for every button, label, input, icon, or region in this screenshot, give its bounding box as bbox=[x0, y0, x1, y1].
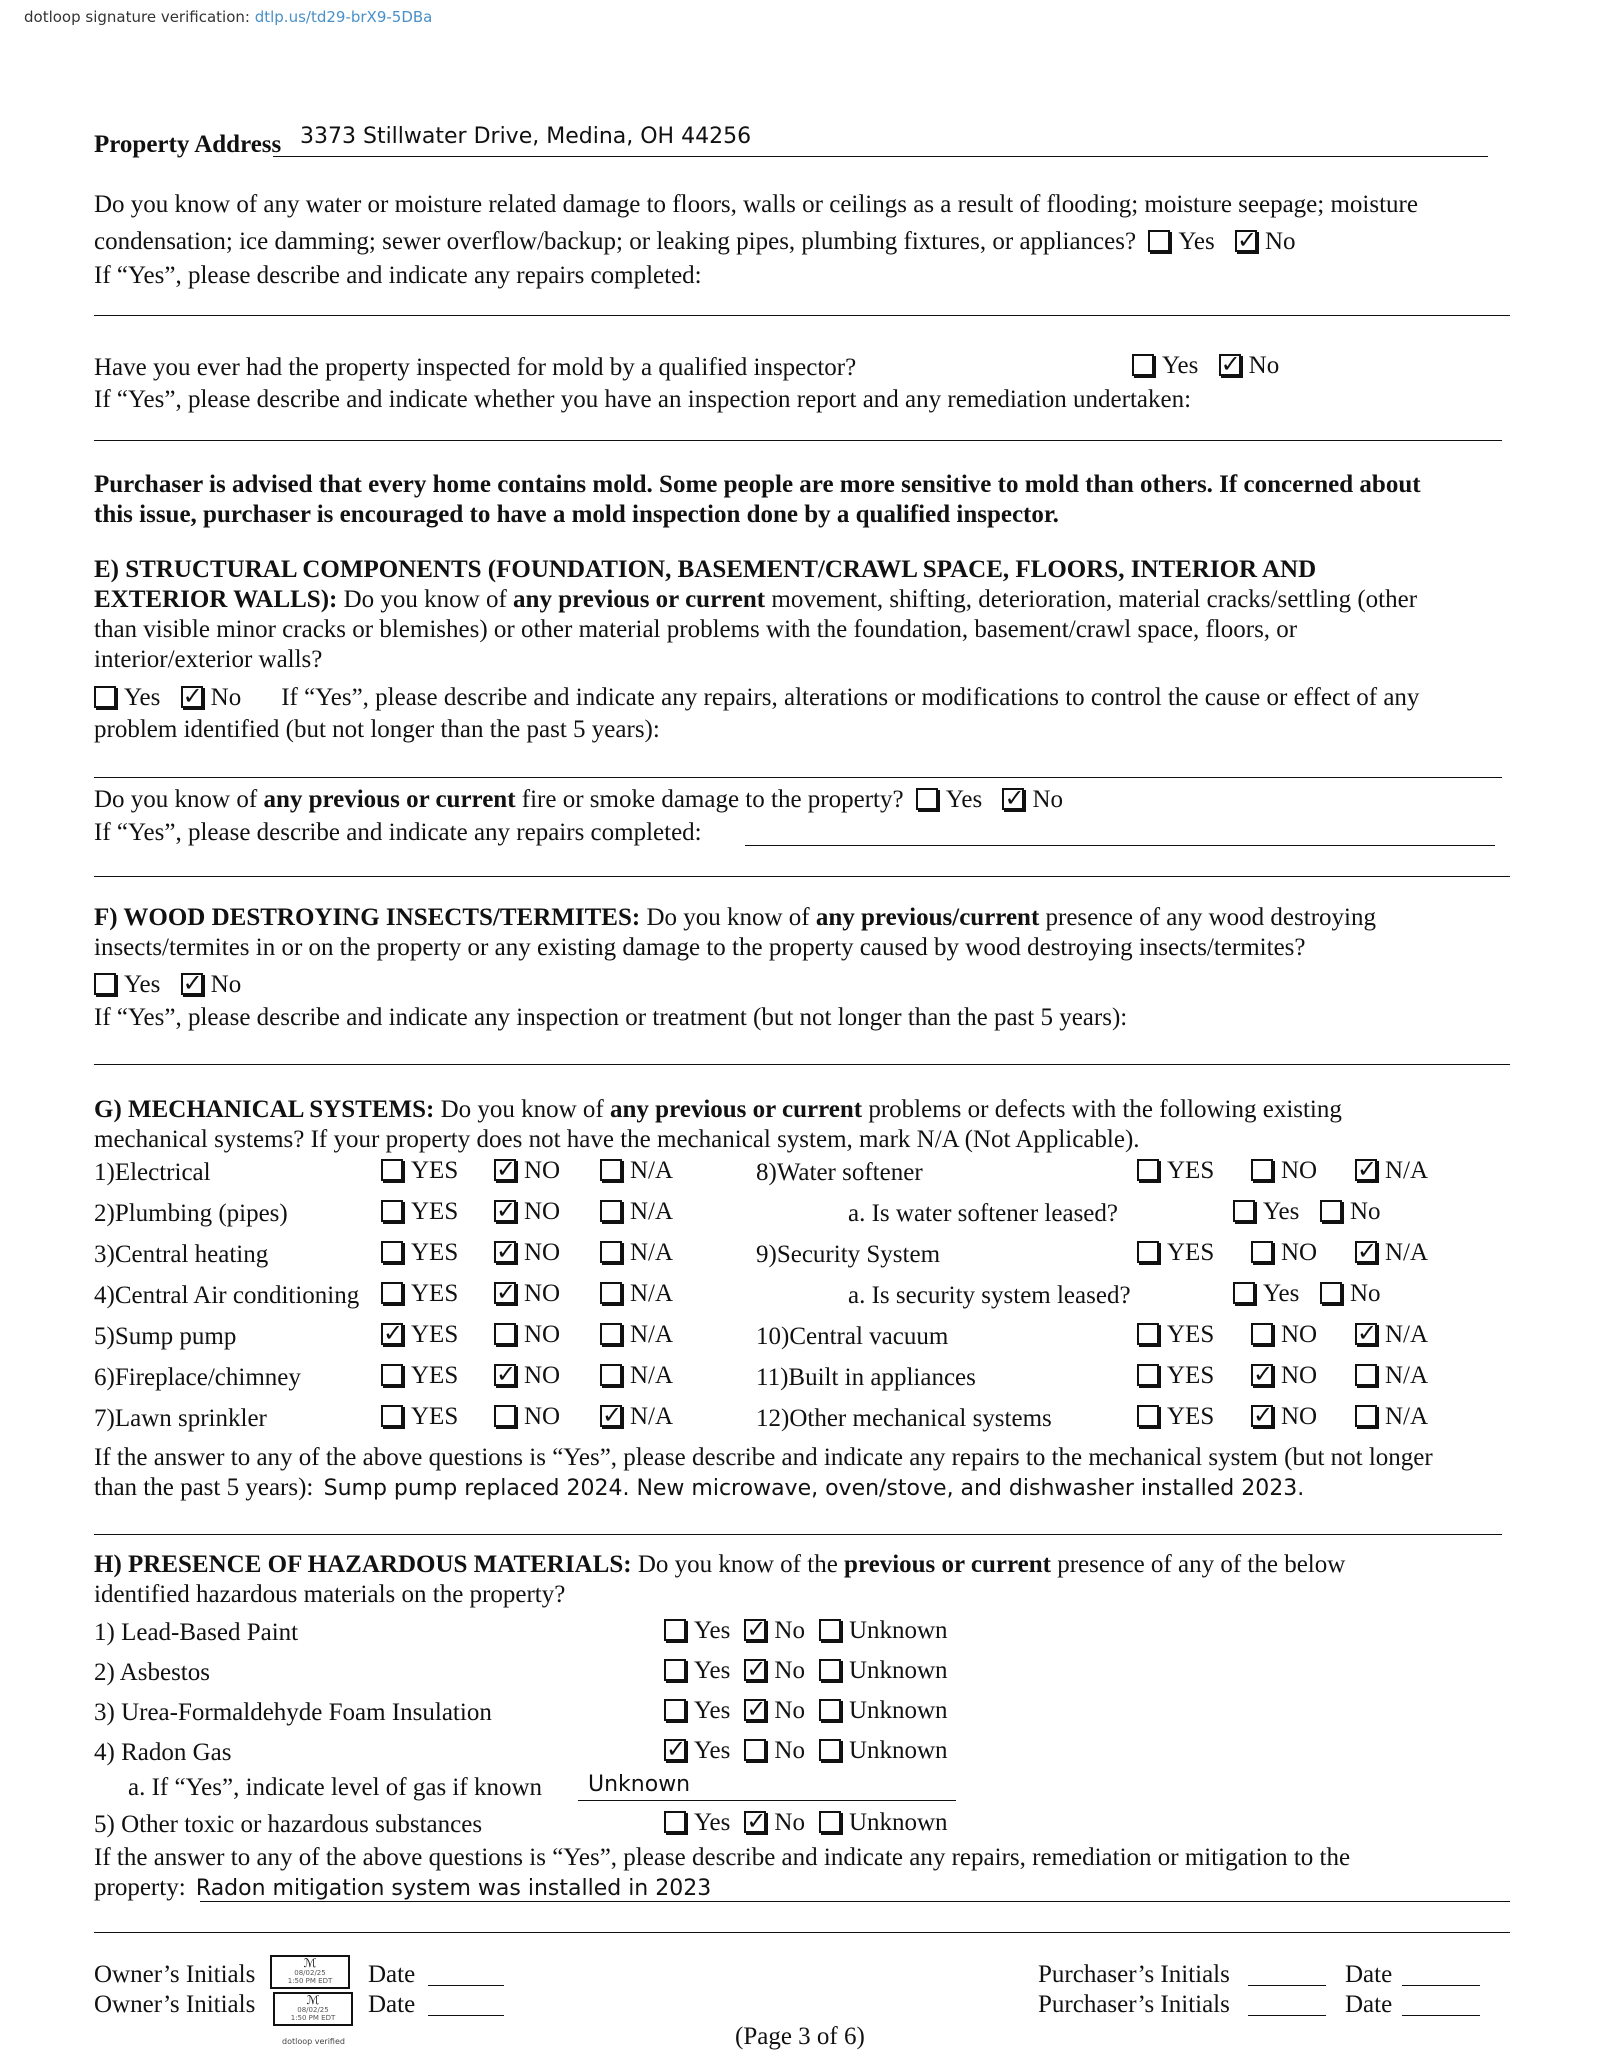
water-yes-checkbox[interactable] bbox=[1148, 230, 1170, 252]
mechanical-option bbox=[600, 1361, 673, 1391]
mechanical-option bbox=[1320, 1197, 1381, 1227]
option-label: NO bbox=[524, 1321, 561, 1348]
water-describe-label: If “Yes”, please describe and indicate any repairs completed: bbox=[94, 262, 702, 289]
1-lead-based-paint-yes-checkbox[interactable] bbox=[664, 1619, 686, 1641]
mechanical-option bbox=[1251, 1361, 1317, 1391]
mechanical-option bbox=[381, 1361, 458, 1391]
owner-date-label-1: Date bbox=[368, 1961, 416, 1988]
mechanical-option bbox=[600, 1197, 673, 1227]
mold-advice-line1: Purchaser is advised that every home contains mold. Some people are more sensitive to mold than others. If concerned about bbox=[94, 471, 1421, 498]
option-label: N/A bbox=[630, 1239, 674, 1266]
mechanical-option bbox=[381, 1197, 458, 1227]
mechanical-describe-line1: If the answer to any of the above questions is “Yes”, please describe and indicate any repairs to the mechanical system (but not longer bbox=[94, 1444, 1433, 1471]
hazard-describe-line2: property: Radon mitigation system was installed in 2023 bbox=[94, 1874, 712, 1901]
mechanical-item-label: a. Is security system leased? bbox=[848, 1282, 1131, 1309]
option-label: YES bbox=[1167, 1403, 1215, 1430]
mechanical-option bbox=[1251, 1320, 1317, 1350]
mold-no-checkbox[interactable] bbox=[1219, 354, 1241, 376]
option-label: YES bbox=[411, 1321, 459, 1348]
mold-describe-label: If “Yes”, please describe and indicate whether you have an inspection report and any remediation undertaken: bbox=[94, 386, 1192, 413]
mechanical-item-label: 4)Central Air conditioning bbox=[94, 1282, 360, 1309]
1-lead-based-paint-no-checkbox[interactable] bbox=[744, 1619, 766, 1641]
10-central-vacuum-yes-checkbox[interactable] bbox=[1137, 1323, 1159, 1345]
option-label: N/A bbox=[630, 1403, 674, 1430]
option-label: YES bbox=[1167, 1239, 1215, 1266]
purchaser-initials-label-2: Purchaser’s Initials bbox=[1038, 1991, 1230, 2018]
structural-yes-checkbox[interactable] bbox=[94, 686, 116, 708]
option-label: NO bbox=[1281, 1157, 1318, 1184]
structural-heading: E) STRUCTURAL COMPONENTS (FOUNDATION, BASEMENT/CRAWL SPACE, FLOORS, INTERIOR AND bbox=[94, 556, 1317, 583]
option-label: Unknown bbox=[848, 1737, 948, 1764]
7-lawn-sprinkler-yes-checkbox[interactable] bbox=[381, 1405, 403, 1427]
9-security-system-no-checkbox[interactable] bbox=[1251, 1241, 1273, 1263]
a-is-security-system-leased-yes-checkbox[interactable] bbox=[1233, 1282, 1255, 1304]
3-central-heating-n-a-checkbox[interactable] bbox=[600, 1241, 622, 1263]
option-label: N/A bbox=[630, 1198, 674, 1225]
6-fireplace-chimney-no-checkbox[interactable] bbox=[494, 1364, 516, 1386]
1-electrical-yes-checkbox[interactable] bbox=[381, 1159, 403, 1181]
mechanical-option bbox=[494, 1402, 560, 1432]
mechanical-option bbox=[1137, 1156, 1214, 1186]
option-label: NO bbox=[1281, 1239, 1318, 1266]
owner-initials-stamp-2[interactable]: ℳ 08/02/25 1:50 PM EDT bbox=[273, 1992, 353, 2026]
option-label: N/A bbox=[1385, 1403, 1429, 1430]
owner-initials-stamp-1[interactable]: ℳ 08/02/25 1:50 PM EDT bbox=[270, 1955, 350, 1989]
mechanical-item-label: 7)Lawn sprinkler bbox=[94, 1405, 267, 1432]
3-urea-formaldehyde-foam-insulation-no-checkbox[interactable] bbox=[744, 1699, 766, 1721]
owner-date-label-2: Date bbox=[368, 1991, 416, 2018]
mechanical-item-label: 9)Security System bbox=[756, 1241, 941, 1268]
mechanical-option bbox=[1355, 1238, 1428, 1268]
option-label: Unknown bbox=[848, 1697, 948, 1724]
12-other-mechanical-systems-no-checkbox[interactable] bbox=[1251, 1405, 1273, 1427]
mold-options: Yes ✓ No bbox=[1132, 351, 1279, 381]
option-label: No bbox=[774, 1657, 805, 1684]
radon-level-value: Unknown bbox=[588, 1772, 691, 1797]
a-is-water-softener-leased-no-checkbox[interactable] bbox=[1320, 1200, 1342, 1222]
mechanical-option bbox=[1251, 1402, 1317, 1432]
2-asbestos-unknown-checkbox[interactable] bbox=[819, 1659, 841, 1681]
option-label: No bbox=[774, 1809, 805, 1836]
10-central-vacuum-no-checkbox[interactable] bbox=[1251, 1323, 1273, 1345]
option-label: Yes bbox=[694, 1809, 731, 1836]
fire-describe-label: If “Yes”, please describe and indicate any repairs completed: bbox=[94, 819, 702, 846]
stamp-verified-text: dotloop verified bbox=[282, 2037, 345, 2046]
7-lawn-sprinkler-n-a-checkbox[interactable] bbox=[600, 1405, 622, 1427]
insects-options: Yes ✓ No bbox=[94, 970, 241, 1000]
option-label: YES bbox=[411, 1280, 459, 1307]
option-label: YES bbox=[1167, 1362, 1215, 1389]
5-other-toxic-or-hazardous-substances-yes-checkbox[interactable] bbox=[664, 1811, 686, 1833]
option-label: NO bbox=[1281, 1362, 1318, 1389]
mechanical-item-label: 6)Fireplace/chimney bbox=[94, 1364, 301, 1391]
option-label: N/A bbox=[630, 1321, 674, 1348]
option-label: N/A bbox=[630, 1157, 674, 1184]
option-label: No bbox=[1350, 1280, 1381, 1307]
mechanical-question-line2: mechanical systems? If your property does not have the mechanical system, mark N/A (Not Applicable). bbox=[94, 1126, 1140, 1153]
4-radon-gas-unknown-checkbox[interactable] bbox=[819, 1739, 841, 1761]
structural-question-line2: than visible minor cracks or blemishes) or other material problems with the foundation, basement/crawl space, floors, or bbox=[94, 616, 1298, 643]
11-built-in-appliances-yes-checkbox[interactable] bbox=[1137, 1364, 1159, 1386]
hazard-question-line2: identified hazardous materials on the property? bbox=[94, 1581, 566, 1608]
mechanical-option bbox=[1233, 1279, 1299, 1309]
option-label: YES bbox=[1167, 1157, 1215, 1184]
mechanical-item-label: 2)Plumbing (pipes) bbox=[94, 1200, 288, 1227]
mechanical-answer: Sump pump replaced 2024. New microwave, oven/stove, and dishwasher installed 2023. bbox=[323, 1476, 1305, 1501]
option-label: Unknown bbox=[848, 1657, 948, 1684]
hazard-options bbox=[664, 1656, 948, 1686]
option-label: Yes bbox=[1263, 1280, 1300, 1307]
6-fireplace-chimney-n-a-checkbox[interactable] bbox=[600, 1364, 622, 1386]
option-label: NO bbox=[524, 1403, 561, 1430]
option-label: No bbox=[774, 1617, 805, 1644]
option-label: NO bbox=[1281, 1403, 1318, 1430]
mechanical-item-label: 8)Water softener bbox=[756, 1159, 923, 1186]
4-central-air-conditioning-n-a-checkbox[interactable] bbox=[600, 1282, 622, 1304]
3-central-heating-yes-checkbox[interactable] bbox=[381, 1241, 403, 1263]
option-label: N/A bbox=[1385, 1362, 1429, 1389]
11-built-in-appliances-n-a-checkbox[interactable] bbox=[1355, 1364, 1377, 1386]
option-label: Unknown bbox=[848, 1809, 948, 1836]
mechanical-option bbox=[381, 1402, 458, 1432]
mechanical-option bbox=[1137, 1361, 1214, 1391]
option-label: Yes bbox=[694, 1697, 731, 1724]
option-label: NO bbox=[524, 1198, 561, 1225]
hazard-item-label: 3) Urea-Formaldehyde Foam Insulation bbox=[94, 1699, 492, 1726]
mechanical-item-label: 10)Central vacuum bbox=[756, 1323, 949, 1350]
mechanical-option bbox=[1137, 1402, 1214, 1432]
owner-initials-label-1: Owner’s Initials bbox=[94, 1961, 256, 1988]
3-central-heating-no-checkbox[interactable] bbox=[494, 1241, 516, 1263]
option-label: Yes bbox=[1263, 1198, 1300, 1225]
mechanical-option bbox=[494, 1361, 560, 1391]
mold-yes-checkbox[interactable] bbox=[1132, 354, 1154, 376]
mechanical-option bbox=[381, 1238, 458, 1268]
12-other-mechanical-systems-yes-checkbox[interactable] bbox=[1137, 1405, 1159, 1427]
mechanical-option bbox=[1355, 1320, 1428, 1350]
option-label: YES bbox=[411, 1403, 459, 1430]
a-is-security-system-leased-no-checkbox[interactable] bbox=[1320, 1282, 1342, 1304]
mechanical-option bbox=[600, 1238, 673, 1268]
hazard-options bbox=[664, 1616, 948, 1646]
mechanical-option bbox=[1355, 1402, 1428, 1432]
6-fireplace-chimney-yes-checkbox[interactable] bbox=[381, 1364, 403, 1386]
mechanical-option bbox=[600, 1402, 673, 1432]
fire-no-checkbox[interactable] bbox=[1002, 788, 1024, 810]
verification-link[interactable]: dtlp.us/td29-brX9-5DBa bbox=[254, 8, 433, 26]
option-label: N/A bbox=[1385, 1239, 1429, 1266]
mechanical-option bbox=[1355, 1156, 1428, 1186]
mechanical-option bbox=[600, 1279, 673, 1309]
2-plumbing-pipes-yes-checkbox[interactable] bbox=[381, 1200, 403, 1222]
mechanical-option bbox=[1251, 1156, 1317, 1186]
hazard-item-label: 2) Asbestos bbox=[94, 1659, 210, 1686]
water-question: condensation; ice damming; sewer overflow/backup; or leaking pipes, plumbing fixtures, or appliances? Yes ✓ No bbox=[94, 227, 1296, 257]
5-other-toxic-or-hazardous-substances-unknown-checkbox[interactable] bbox=[819, 1811, 841, 1833]
insects-question-line2: insects/termites in or on the property or any existing damage to the property caused by wood destroying insects/termites? bbox=[94, 934, 1306, 961]
fire-question: Do you know of any previous or current fire or smoke damage to the property? Yes ✓ No bbox=[94, 785, 1063, 815]
water-question-line1: Do you know of any water or moisture related damage to floors, walls or ceilings as a result of flooding; moisture seepage; moisture bbox=[94, 191, 1418, 218]
option-label: Yes bbox=[694, 1617, 731, 1644]
mechanical-item-label: a. Is water softener leased? bbox=[848, 1200, 1118, 1227]
property-address-value: 3373 Stillwater Drive, Medina, OH 44256 bbox=[300, 124, 752, 149]
structural-question-line1: EXTERIOR WALLS): Do you know of any previous or current movement, shifting, deterioration, material cracks/settling (other bbox=[94, 586, 1418, 613]
purchaser-date-label-2: Date bbox=[1345, 1991, 1393, 2018]
9-security-system-n-a-checkbox[interactable] bbox=[1355, 1241, 1377, 1263]
fire-yes-checkbox[interactable] bbox=[916, 788, 938, 810]
page-number: (Page 3 of 6) bbox=[735, 2023, 865, 2050]
insects-describe-label: If “Yes”, please describe and indicate any inspection or treatment (but not longer than the past 5 years): bbox=[94, 1004, 1128, 1031]
option-label: NO bbox=[524, 1157, 561, 1184]
hazard-answer: Radon mitigation system was installed in 2023 bbox=[195, 1876, 712, 1901]
mechanical-option bbox=[494, 1197, 560, 1227]
8-water-softener-no-checkbox[interactable] bbox=[1251, 1159, 1273, 1181]
option-label: No bbox=[1350, 1198, 1381, 1225]
option-label: YES bbox=[1167, 1321, 1215, 1348]
5-sump-pump-n-a-checkbox[interactable] bbox=[600, 1323, 622, 1345]
option-label: No bbox=[774, 1697, 805, 1724]
mechanical-item-label: 3)Central heating bbox=[94, 1241, 269, 1268]
option-label: YES bbox=[411, 1362, 459, 1389]
option-label: N/A bbox=[630, 1280, 674, 1307]
option-label: NO bbox=[524, 1239, 561, 1266]
insects-yes-checkbox[interactable] bbox=[94, 973, 116, 995]
insects-no-checkbox[interactable] bbox=[181, 973, 203, 995]
insects-question-line1: F) WOOD DESTROYING INSECTS/TERMITES: Do you know of any previous/current presence of any wood destroying bbox=[94, 904, 1376, 931]
hazard-options bbox=[664, 1736, 948, 1766]
4-central-air-conditioning-yes-checkbox[interactable] bbox=[381, 1282, 403, 1304]
5-sump-pump-yes-checkbox[interactable] bbox=[381, 1323, 403, 1345]
1-lead-based-paint-unknown-checkbox[interactable] bbox=[819, 1619, 841, 1641]
8-water-softener-yes-checkbox[interactable] bbox=[1137, 1159, 1159, 1181]
5-other-toxic-or-hazardous-substances-no-checkbox[interactable] bbox=[744, 1811, 766, 1833]
structural-describe-line2: problem identified (but not longer than the past 5 years): bbox=[94, 716, 660, 743]
4-central-air-conditioning-no-checkbox[interactable] bbox=[494, 1282, 516, 1304]
mechanical-option bbox=[1355, 1361, 1428, 1391]
hazard-item-label: 5) Other toxic or hazardous substances bbox=[94, 1811, 483, 1838]
1-electrical-n-a-checkbox[interactable] bbox=[600, 1159, 622, 1181]
mechanical-option bbox=[1137, 1238, 1214, 1268]
mechanical-item-label: 1)Electrical bbox=[94, 1159, 211, 1186]
mechanical-option bbox=[494, 1320, 560, 1350]
mechanical-option bbox=[1137, 1320, 1214, 1350]
12-other-mechanical-systems-n-a-checkbox[interactable] bbox=[1355, 1405, 1377, 1427]
hazard-describe-line1: If the answer to any of the above questions is “Yes”, please describe and indicate any repairs, remediation or mitigation to the bbox=[94, 1844, 1351, 1871]
2-plumbing-pipes-n-a-checkbox[interactable] bbox=[600, 1200, 622, 1222]
mechanical-item-label: 12)Other mechanical systems bbox=[756, 1405, 1052, 1432]
radon-level-label: a. If “Yes”, indicate level of gas if known bbox=[128, 1774, 543, 1801]
mechanical-option bbox=[494, 1156, 560, 1186]
signature-verification: dotloop signature verification: dtlp.us/td29-brX9-5DBa bbox=[24, 8, 433, 26]
4-radon-gas-no-checkbox[interactable] bbox=[744, 1739, 766, 1761]
mechanical-option bbox=[1320, 1279, 1381, 1309]
purchaser-date-label-1: Date bbox=[1345, 1961, 1393, 1988]
option-label: Yes bbox=[694, 1657, 731, 1684]
option-label: YES bbox=[411, 1239, 459, 1266]
a-is-water-softener-leased-yes-checkbox[interactable] bbox=[1233, 1200, 1255, 1222]
owner-initials-label-2: Owner’s Initials bbox=[94, 1991, 256, 2018]
structural-options: Yes ✓ No If “Yes”, please describe and indicate any repairs, alterations or modifications to control the cause or effect of any bbox=[94, 683, 1419, 713]
mechanical-describe-line2: than the past 5 years): Sump pump replaced 2024. New microwave, oven/stove, and dishwasher installed 2023. bbox=[94, 1474, 1305, 1501]
option-label: N/A bbox=[1385, 1321, 1429, 1348]
hazard-item-label: 4) Radon Gas bbox=[94, 1739, 232, 1766]
mechanical-option bbox=[600, 1156, 673, 1186]
hazard-question-line1: H) PRESENCE OF HAZARDOUS MATERIALS: Do you know of the previous or current presence of any of the below bbox=[94, 1551, 1346, 1578]
option-label: Unknown bbox=[848, 1617, 948, 1644]
10-central-vacuum-n-a-checkbox[interactable] bbox=[1355, 1323, 1377, 1345]
option-label: NO bbox=[524, 1362, 561, 1389]
hazard-item-label: 1) Lead-Based Paint bbox=[94, 1619, 299, 1646]
mechanical-question-line1: G) MECHANICAL SYSTEMS: Do you know of any previous or current problems or defects with the following existing bbox=[94, 1096, 1342, 1123]
mechanical-option bbox=[600, 1320, 673, 1350]
9-security-system-yes-checkbox[interactable] bbox=[1137, 1241, 1159, 1263]
mechanical-option bbox=[381, 1279, 458, 1309]
3-urea-formaldehyde-foam-insulation-yes-checkbox[interactable] bbox=[664, 1699, 686, 1721]
7-lawn-sprinkler-no-checkbox[interactable] bbox=[494, 1405, 516, 1427]
11-built-in-appliances-no-checkbox[interactable] bbox=[1251, 1364, 1273, 1386]
5-sump-pump-no-checkbox[interactable] bbox=[494, 1323, 516, 1345]
mechanical-item-label: 11)Built in appliances bbox=[756, 1364, 976, 1391]
mold-question: Have you ever had the property inspected for mold by a qualified inspector? bbox=[94, 354, 857, 381]
mechanical-item-label: 5)Sump pump bbox=[94, 1323, 237, 1350]
mechanical-option bbox=[381, 1156, 458, 1186]
option-label: N/A bbox=[1385, 1157, 1429, 1184]
mechanical-option bbox=[381, 1320, 458, 1350]
hazard-options bbox=[664, 1696, 948, 1726]
1-electrical-no-checkbox[interactable] bbox=[494, 1159, 516, 1181]
structural-no-checkbox[interactable] bbox=[181, 686, 203, 708]
option-label: YES bbox=[411, 1157, 459, 1184]
8-water-softener-n-a-checkbox[interactable] bbox=[1355, 1159, 1377, 1181]
2-plumbing-pipes-no-checkbox[interactable] bbox=[494, 1200, 516, 1222]
option-label: Yes bbox=[694, 1737, 731, 1764]
purchaser-initials-label-1: Purchaser’s Initials bbox=[1038, 1961, 1230, 1988]
water-no-checkbox[interactable] bbox=[1235, 230, 1257, 252]
mold-advice-line2: this issue, purchaser is encouraged to have a mold inspection done by a qualified inspector. bbox=[94, 501, 1059, 528]
hazard-options bbox=[664, 1808, 948, 1838]
property-address-label: Property Address bbox=[94, 131, 282, 158]
2-asbestos-no-checkbox[interactable] bbox=[744, 1659, 766, 1681]
mechanical-option bbox=[1251, 1238, 1317, 1268]
option-label: YES bbox=[411, 1198, 459, 1225]
option-label: NO bbox=[524, 1280, 561, 1307]
mechanical-option bbox=[494, 1238, 560, 1268]
mechanical-option bbox=[1233, 1197, 1299, 1227]
option-label: NO bbox=[1281, 1321, 1318, 1348]
structural-question-line3: interior/exterior walls? bbox=[94, 646, 323, 673]
4-radon-gas-yes-checkbox[interactable] bbox=[664, 1739, 686, 1761]
mechanical-option bbox=[494, 1279, 560, 1309]
option-label: No bbox=[774, 1737, 805, 1764]
2-asbestos-yes-checkbox[interactable] bbox=[664, 1659, 686, 1681]
option-label: N/A bbox=[630, 1362, 674, 1389]
3-urea-formaldehyde-foam-insulation-unknown-checkbox[interactable] bbox=[819, 1699, 841, 1721]
